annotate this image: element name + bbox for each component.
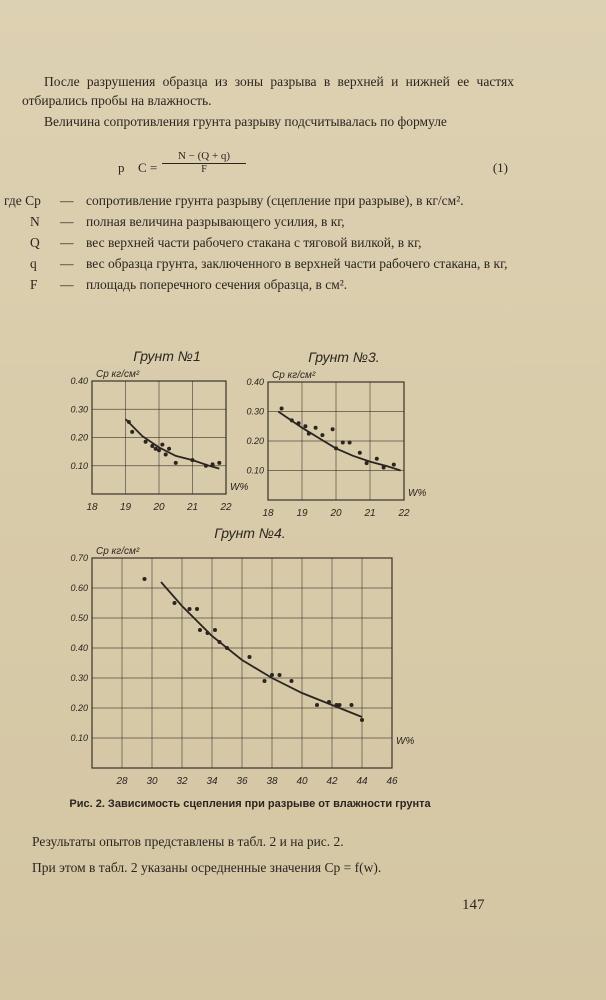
y-tick-label: 0.30 [70,404,88,415]
data-point [270,673,274,677]
data-point [290,679,294,683]
data-point [218,640,222,644]
x-axis-label: W% [408,488,427,499]
chart-title: Грунт №4. [214,525,286,541]
definition-text: вес верхней части рабочего стакана с тяговой вилкой, в кг, [86,235,422,250]
y-tick-label: 0.50 [70,613,88,623]
definition-dash: — [60,277,74,292]
data-point [307,432,311,436]
chart-title: Грунт №3. [308,349,380,365]
y-tick-label: 0.40 [70,643,88,653]
x-tick-label: 19 [119,502,132,513]
paragraph-4: При этом в табл. 2 указаны осредненные значения Cp = f(w). [32,860,382,875]
x-tick-label: 21 [186,502,199,513]
definition-text: сопротивление грунта разрыву (сцепление при разрыве), в кг/см². [86,193,464,208]
y-axis-label: Cp кг/см² [96,546,140,557]
data-point [167,447,171,451]
y-axis-label: Cp кг/см² [272,370,316,381]
data-point [127,420,131,424]
x-tick-label: 22 [398,508,410,519]
data-point [213,628,217,632]
formula-numerator: N − (Q + q) [162,150,246,164]
x-tick-label: 21 [364,508,376,519]
data-point [392,463,396,467]
y-tick-label: 0.30 [70,673,88,683]
data-point [144,440,148,444]
data-point [206,631,210,635]
y-tick-label: 0.10 [70,733,88,743]
data-point [150,444,154,448]
data-point [160,443,164,447]
definition-symbol: Q [30,235,40,250]
data-point [195,607,199,611]
y-tick-label: 0.20 [70,432,88,443]
x-tick-label: 34 [206,776,218,787]
definition-symbol: N [30,214,40,229]
data-point [375,457,379,461]
data-point [358,451,362,455]
x-tick-label: 46 [386,776,398,787]
x-axis-label: W% [396,736,415,747]
trend-curve [126,419,220,469]
y-tick-label: 0.20 [246,436,264,446]
x-tick-label: 32 [176,776,188,787]
data-point [334,446,338,450]
y-tick-label: 0.30 [246,406,264,417]
definition-dash: — [60,214,74,229]
definition-text: площадь поперечного сечения образца, в см². [86,277,348,292]
data-point [130,430,134,434]
y-tick-label: 0.40 [70,376,88,386]
paragraph-2: Величина сопротивления грунта разрыву подсчитывалась по формуле [44,114,447,129]
definition-symbol: F [30,277,38,292]
data-point [278,673,282,677]
x-tick-label: 42 [326,776,338,787]
x-tick-label: 18 [86,502,98,513]
data-point [303,424,307,428]
data-point [360,718,364,722]
formula-lhs: p [118,160,125,175]
data-point [191,458,195,462]
formula-number: (1) [492,160,508,175]
data-point [157,448,161,452]
y-axis-label: Cp кг/см² [96,369,140,380]
x-tick-label: 44 [356,776,368,787]
data-point [382,466,386,470]
y-tick-label: 0.40 [246,377,264,387]
data-point [263,679,267,683]
chart-title: Грунт №1 [133,348,201,364]
paragraph-3: Результаты опытов представлены в табл. 2 и на рис. 2. [32,834,344,849]
x-tick-label: 20 [330,508,342,519]
y-tick-label: 0.20 [70,703,88,713]
data-point [217,461,221,465]
x-tick-label: 40 [296,776,308,787]
data-point [280,407,284,411]
definition-text: полная величина разрывающего усилия, в кг, [86,214,345,229]
figure-caption: Рис. 2. Зависимость сцепления при разрыве от влажности грунта [69,798,431,810]
x-tick-label: 36 [236,776,248,787]
data-point [348,440,352,444]
data-point [188,607,192,611]
data-point [314,426,318,430]
data-point [350,703,354,707]
data-point [338,703,342,707]
data-point [297,421,301,425]
data-point [320,433,324,437]
page-number: 147 [462,897,485,913]
x-axis-label: W% [230,482,249,493]
y-tick-label: 0.70 [70,553,88,563]
data-point [204,464,208,468]
data-point [365,461,369,465]
data-point [198,628,202,632]
y-tick-label: 0.60 [70,583,88,593]
data-point [211,462,215,466]
data-point [290,418,294,422]
x-tick-label: 30 [146,776,158,787]
x-tick-label: 38 [266,776,278,787]
paragraph-1: После разрушения образца из зоны разрыва в верхней и нижней ее частях отбирались пробы на влажность. [22,74,514,108]
definition-dash: — [60,235,74,250]
x-tick-label: 20 [153,502,165,513]
definition-symbol: где Cp [4,193,41,208]
y-tick-label: 0.10 [246,465,264,476]
data-point [327,700,331,704]
x-tick-label: 18 [262,508,274,519]
data-point [341,440,345,444]
x-tick-label: 22 [220,502,232,513]
data-point [331,427,335,431]
data-point [164,452,168,456]
data-point [248,655,252,659]
definition-symbol: q [30,256,37,271]
x-tick-label: 19 [296,508,308,519]
y-tick-label: 0.10 [70,460,88,471]
formula-eq: C = [138,160,158,175]
data-point [315,703,319,707]
definition-dash: — [60,193,74,208]
data-point [143,577,147,581]
data-point [173,601,177,605]
definition-dash: — [60,256,74,271]
definition-text: вес образца грунта, заключенного в верхней части рабочего стакана, в кг, [86,256,508,271]
x-tick-label: 28 [116,776,128,787]
data-point [225,646,229,650]
data-point [174,461,178,465]
formula-denominator: F [201,164,207,175]
